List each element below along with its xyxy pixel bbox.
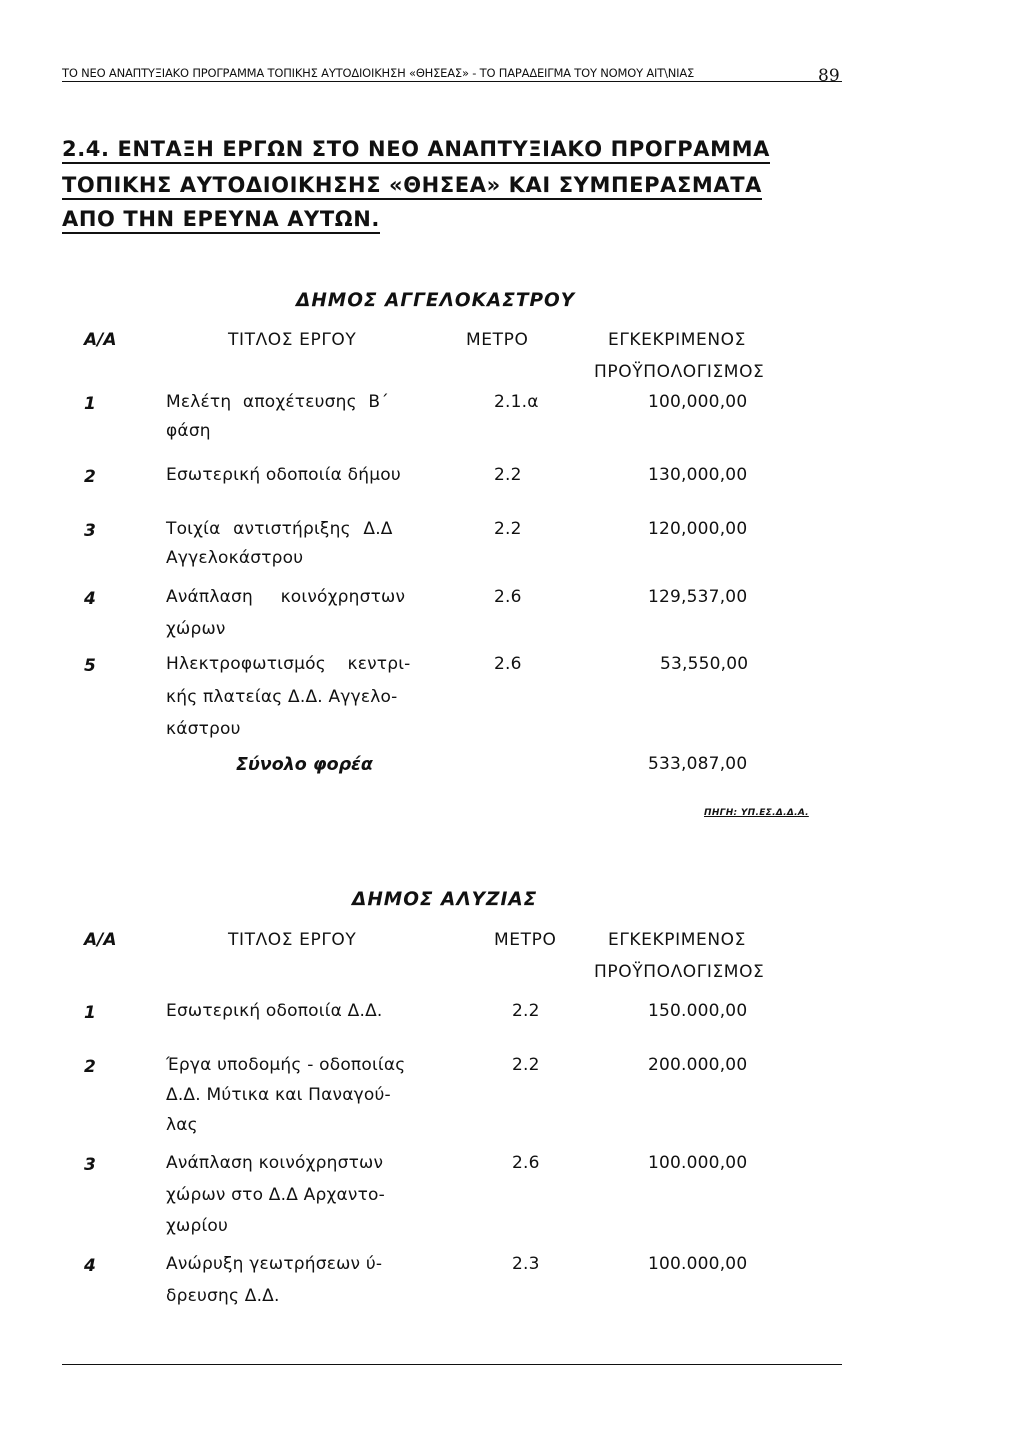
row-number: 5 [84,656,96,676]
row-number: 3 [84,521,96,541]
row-title-line-3: χωρίου [166,1216,229,1236]
row-metro: 2.2 [512,1001,540,1021]
row-budget: 200.000,00 [648,1055,748,1075]
header-aa: Α/Α [84,930,117,950]
header-budget-line-1: ΕΓΚΕΚΡΙΜΕΝΟΣ [608,330,746,350]
section-heading-line-3: ΑΠΟ ΤΗΝ ΕΡΕΥΝΑ ΑΥΤΩΝ. [62,206,380,234]
row-budget: 100.000,00 [648,1254,748,1274]
row-number: 3 [84,1155,96,1175]
row-number: 1 [84,1003,96,1023]
header-title: ΤΙΤΛΟΣ ΕΡΓΟΥ [228,330,357,350]
row-title-line-2: χώρων [166,619,226,639]
row-title-line-2: δρευσης Δ.Δ. [166,1286,280,1306]
table-title: ΔΗΜΟΣ ΑΛΥΖΙΑΣ [352,889,538,910]
row-number: 4 [84,1256,96,1276]
header-metro: ΜΕΤΡΟ [466,330,529,350]
row-title-line-2: Αγγελοκάστρου [166,548,304,568]
header-budget-line-2: ΠΡΟΫΠΟΛΟΓΙΣΜΟΣ [594,362,765,382]
running-header: ΤΟ ΝΕΟ ΑΝΑΠΤΥΞΙΑΚΟ ΠΡΟΓΡΑΜΜΑ ΤΟΠΙΚΗΣ ΑΥΤΟΔΙΟΙΚΗΣΗ «ΘΗΣΕΑΣ» - ΤΟ ΠΑΡΑΔΕΙΓΜΑ ΤΟΥ ΝΟΜΟΥ ΑΙΤ\ΝΙΑΣ [62,66,842,82]
row-title-line-1: Έργα υποδομής - οδοποιίας [166,1055,406,1075]
row-metro: 2.6 [494,654,522,674]
row-number: 1 [84,394,96,414]
row-title-line-3: κάστρου [166,719,241,739]
section-heading-line-2: ΤΟΠΙΚΗΣ ΑΥΤΟΔΙΟΙΚΗΣΗΣ «ΘΗΣΕΑ» ΚΑΙ ΣΥΜΠΕΡΑΣΜΑΤΑ [62,172,762,200]
row-title-line-3: λας [166,1115,198,1135]
row-title-line-1: Ανώρυξη γεωτρήσεων ύ- [166,1254,383,1274]
row-title-line-1: Ανάπλαση κοινόχρηστων [166,1153,384,1173]
row-budget: 100.000,00 [648,1153,748,1173]
row-budget: 130,000,00 [648,465,748,485]
row-budget: 120,000,00 [648,519,748,539]
row-budget: 129,537,00 [648,587,748,607]
row-metro: 2.6 [494,587,522,607]
row-title-line-2: χώρων στο Δ.Δ Αρχαντο- [166,1185,385,1205]
row-budget: 53,550,00 [660,654,749,674]
total-label: Σύνολο φορέα [236,755,373,775]
row-metro: 2.2 [512,1055,540,1075]
row-metro: 2.3 [512,1254,540,1274]
row-budget: 150.000,00 [648,1001,748,1021]
row-budget: 100,000,00 [648,392,748,412]
header-budget-line-1: ΕΓΚΕΚΡΙΜΕΝΟΣ [608,930,746,950]
page-number: 89 [818,66,840,86]
row-title-line-1: Εσωτερική οδοποιία δήμου [166,465,401,485]
row-title-line-1: Ηλεκτροφωτισμός κεντρι- [166,654,411,674]
row-metro: 2.2 [494,519,522,539]
header-title: ΤΙΤΛΟΣ ΕΡΓΟΥ [228,930,357,950]
row-metro: 2.2 [494,465,522,485]
row-number: 2 [84,467,96,487]
row-title-line-1: Ανάπλαση κοινόχρηστων [166,587,406,607]
row-title-line-1: Εσωτερική οδοποιία Δ.Δ. [166,1001,383,1021]
row-metro: 2.1.α [494,392,539,412]
source-note: ΠΗΓΗ: ΥΠ.ΕΣ.Δ.Δ.Α. [704,808,809,818]
total-value: 533,087,00 [648,754,748,774]
row-title-line-2: φάση [166,421,211,441]
row-title-line-1: Μελέτη αποχέτευσης Β΄ [166,392,389,412]
row-number: 4 [84,589,96,609]
header-budget-line-2: ΠΡΟΫΠΟΛΟΓΙΣΜΟΣ [594,962,765,982]
row-number: 2 [84,1057,96,1077]
row-title-line-2: Δ.Δ. Μύτικα και Παναγού- [166,1085,391,1105]
row-title-line-1: Τοιχία αντιστήριξης Δ.Δ [166,519,393,539]
bottom-rule [62,1364,842,1365]
row-title-line-2: κής πλατείας Δ.Δ. Αγγελο- [166,687,398,707]
table-title: ΔΗΜΟΣ ΑΓΓΕΛΟΚΑΣΤΡΟΥ [296,290,576,311]
header-aa: Α/Α [84,330,117,350]
section-heading-line-1: 2.4. ΕΝΤΑΞΗ ΕΡΓΩΝ ΣΤΟ ΝΕΟ ΑΝΑΠΤΥΞΙΑΚΟ ΠΡΟΓΡΑΜΜΑ [62,136,770,164]
row-metro: 2.6 [512,1153,540,1173]
header-metro: ΜΕΤΡΟ [494,930,557,950]
